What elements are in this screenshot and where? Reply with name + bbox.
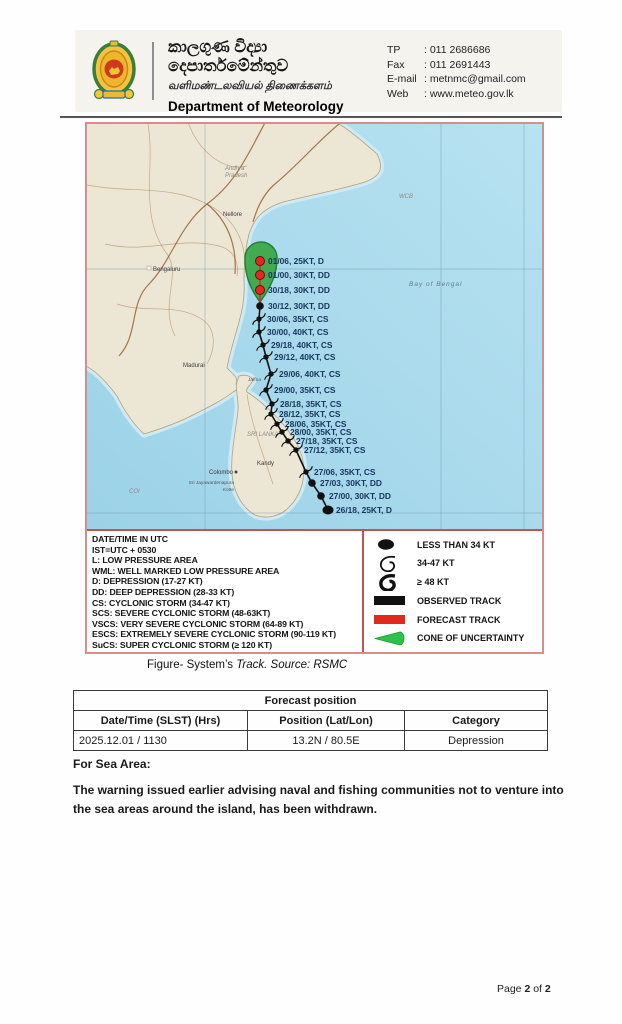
table-row <box>74 731 548 751</box>
track-point-label: 28/06, 35KT, CS <box>285 419 347 429</box>
track-point-label: 29/12, 40KT, CS <box>274 352 336 362</box>
observed-point <box>256 302 264 310</box>
track-point-label: 30/12, 30KT, DD <box>268 301 330 311</box>
legend-line: D: DEPRESSION (17-27 KT) <box>92 576 203 587</box>
cyclone-point <box>279 429 284 434</box>
observed-point <box>308 479 316 487</box>
legend-line: SuCS: SUPER CYCLONIC STORM (≥ 120 KT) <box>92 639 272 650</box>
contact-row: Web : www.meteo.gov.lk <box>387 87 514 100</box>
legend-abbreviations <box>87 531 364 652</box>
track-point-label: 26/18, 25KT, D <box>336 505 392 515</box>
legend-symbol-row <box>372 574 538 591</box>
legend-symbol-row <box>372 555 538 572</box>
contact-row: E-mail : metnmc@gmail.com <box>387 73 526 85</box>
map-label: Sri Jayawardenapura <box>188 481 234 486</box>
observed-point <box>317 492 325 500</box>
track-point-label: 29/06, 40KT, CS <box>279 369 341 379</box>
legend-symbol-label: 34-47 KT <box>417 558 455 569</box>
legend-symbol-row <box>372 536 538 553</box>
track-point-label: 27/00, 30KT, DD <box>329 491 391 501</box>
cyclone-track-map <box>87 124 542 529</box>
cyclone-point <box>263 387 268 392</box>
oval-icon <box>373 536 407 553</box>
legend-symbol-label: ≥ 48 KT <box>417 577 449 588</box>
legend-line: DATE/TIME IN UTC <box>92 534 168 544</box>
contact-row: Fax : 011 2691443 <box>387 58 491 71</box>
contact-block <box>387 43 526 101</box>
table-header-cell: Category <box>405 711 548 731</box>
map-label: Nellore <box>222 212 242 218</box>
legend-symbol-row <box>372 592 538 609</box>
black-bar-icon <box>373 592 407 609</box>
table-header-cell: Date/Time (SLST) (Hrs) <box>74 711 248 731</box>
table-cell: 2025.12.01 / 1130 <box>74 731 248 751</box>
track-point-label: 30/00, 40KT, CS <box>267 327 329 337</box>
map-label: COI <box>129 489 140 495</box>
track-point-label: 28/00, 35KT, CS <box>290 427 352 437</box>
map-label: Andhra <box>225 166 245 172</box>
table-header-cell: Position (Lat/Lon) <box>248 711 405 731</box>
cyclone-point <box>303 469 308 474</box>
title-english: Department of Meteorology <box>168 98 344 114</box>
cyclone-point <box>268 411 273 416</box>
legend-line: CS: CYCLONIC STORM (34-47 KT) <box>92 597 230 608</box>
forecast-point <box>256 257 265 266</box>
map-label: WCB <box>399 194 413 200</box>
cyclone-open-icon <box>373 555 407 572</box>
contact-row: TP : 011 2686686 <box>387 44 491 56</box>
cyclone-point <box>274 421 279 426</box>
title-sinhala: කාලගුණ විද්‍යා දෙපාර්තමේන්තුව <box>168 38 289 75</box>
legend-line: WML: WELL MARKED LOW PRESSURE AREA <box>92 565 280 576</box>
track-point-label: 27/06, 35KT, CS <box>314 467 376 477</box>
legend-line: IST=UTC + 0530 <box>92 544 157 555</box>
cyclone-point <box>269 401 274 406</box>
forecast-point <box>256 271 265 280</box>
track-point-label: 27/18, 35KT, CS <box>296 436 358 446</box>
header-divider <box>152 42 154 100</box>
legend-symbol-label: FORECAST TRACK <box>417 614 501 625</box>
track-point-label: 27/12, 35KT, CS <box>304 445 366 455</box>
track-point-label: 01/00, 30KT, DD <box>268 270 330 280</box>
map-label: SRI LANKA <box>247 432 279 438</box>
map-label: Jaffna <box>248 378 261 383</box>
legend-symbol-label: OBSERVED TRACK <box>417 595 502 606</box>
sea-area-heading: For Sea Area: <box>73 757 151 771</box>
track-point-label: 30/06, 35KT, CS <box>267 314 329 324</box>
map-label: Madurai <box>183 363 205 369</box>
map-label: Kandy <box>257 461 275 467</box>
track-point-label: 29/00, 35KT, CS <box>274 385 336 395</box>
figure-caption <box>147 659 347 671</box>
legend-line: L: LOW PRESSURE AREA <box>92 555 198 566</box>
cyclone-point <box>263 354 268 359</box>
title-tamil: வளிமண்டலவியல் திணைக்களம் <box>168 79 332 92</box>
legend-symbol-label: CONE OF UNCERTAINTY <box>417 633 525 644</box>
track-point-label: 28/12, 35KT, CS <box>279 409 341 419</box>
sea-area-warning-text: The warning issued earlier advising naval and fishing communities not to venture into the sea areas around the island, has been withdrawn. <box>73 783 564 816</box>
map-canvas <box>87 124 542 529</box>
legend-symbol-row <box>372 630 538 647</box>
track-point-label: 30/18, 30KT, DD <box>268 285 330 295</box>
cyclone-point <box>293 447 298 452</box>
letterhead <box>75 30 562 112</box>
caption-source: Track. Source: RSMC <box>236 659 348 671</box>
track-point-label: 01/06, 25KT, D <box>268 256 324 266</box>
table-cell: Depression <box>405 731 548 751</box>
legend-symbol-label: LESS THAN 34 KT <box>417 539 496 550</box>
green-cone-icon <box>373 630 407 647</box>
header-rule <box>60 116 562 118</box>
track-figure <box>85 122 544 654</box>
forecast-point <box>256 286 265 295</box>
cyclone-point <box>285 438 290 443</box>
track-point-label: 29/18, 40KT, CS <box>271 340 333 350</box>
map-label: Bay of Bengal <box>409 281 463 288</box>
map-label: Kotte <box>222 488 234 493</box>
table-title: Forecast position <box>74 691 548 711</box>
cyclone-solid-icon <box>373 574 407 591</box>
legend-line: SCS: SEVERE CYCLONIC STORM (48-63KT) <box>92 608 271 619</box>
track-point-label: 27/03, 30KT, DD <box>320 478 382 488</box>
cyclone-point <box>260 342 265 347</box>
map-label: Colombo <box>208 470 233 476</box>
page-number: Page 2 of 2 <box>497 983 551 995</box>
legend-line: VSCS: VERY SEVERE CYCLONIC STORM (64-89 KT) <box>92 618 304 629</box>
cyclone-point <box>268 371 273 376</box>
caption-prefix: Figure- System’s <box>147 659 237 671</box>
legend-symbol-row <box>372 611 538 628</box>
map-label: Pradesh <box>225 173 248 179</box>
cyclone-point <box>256 316 261 321</box>
sri-lanka-emblem-logo <box>89 39 139 103</box>
table-cell: 13.2N / 80.5E <box>248 731 405 751</box>
forecast-position-table <box>73 690 548 751</box>
legend-symbols <box>364 531 542 652</box>
legend-line: DD: DEEP DEPRESSION (28-33 KT) <box>92 586 235 597</box>
red-bar-icon <box>373 611 407 628</box>
legend-line: ESCS: EXTREMELY SEVERE CYCLONIC STORM (90-119 KT) <box>92 629 337 640</box>
track-point-label: 28/18, 35KT, CS <box>280 399 342 409</box>
observed-point <box>323 506 334 515</box>
map-label: Bengaluru <box>153 267 181 273</box>
cyclone-point <box>256 329 261 334</box>
